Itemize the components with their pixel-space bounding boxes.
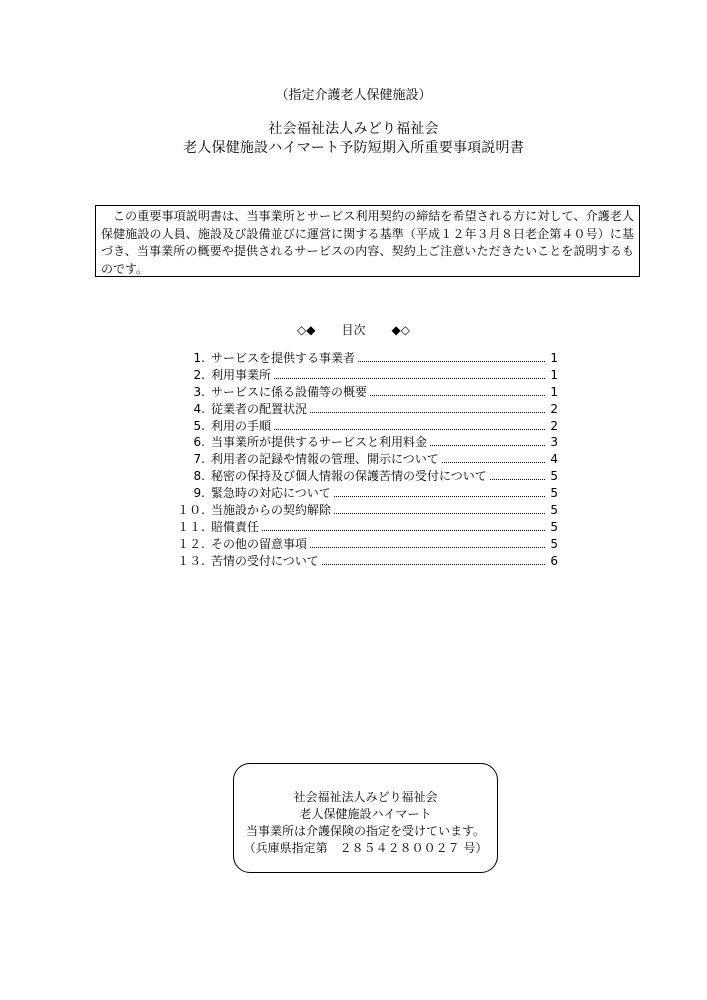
toc-item-page: 2 xyxy=(550,418,558,433)
toc-item-number: １１. xyxy=(177,519,205,534)
toc-item-label: 従業者の配置状況 xyxy=(211,401,308,416)
toc-item-leader xyxy=(430,445,545,446)
toc-item xyxy=(173,350,558,367)
toc-item-label: 利用の手順 xyxy=(211,418,272,433)
toc-item-leader xyxy=(274,378,545,379)
toc-item-page: 1 xyxy=(550,384,558,399)
toc-item xyxy=(173,434,558,451)
toc-item-page: 4 xyxy=(550,452,558,467)
notice-facility: 老人保健施設ハイマート xyxy=(299,807,432,821)
toc-item-leader xyxy=(370,395,545,396)
toc-item xyxy=(173,468,558,485)
toc-item-page: 5 xyxy=(550,503,558,518)
organization-name: 社会福祉法人みどり福祉会 xyxy=(268,121,439,137)
toc-item-label: 緊急時の対応について xyxy=(211,486,331,501)
toc-item-page: 5 xyxy=(550,519,558,534)
toc-item xyxy=(173,401,558,418)
table-of-contents xyxy=(173,350,558,570)
toc-item-leader xyxy=(442,462,545,463)
toc-item-page: 2 xyxy=(550,401,558,416)
toc-item-page: 1 xyxy=(550,367,558,382)
toc-item-leader xyxy=(262,530,545,531)
toc-heading-right-ornament: ◆◇ xyxy=(391,323,410,337)
toc-item-leader xyxy=(490,479,545,480)
toc-item xyxy=(173,485,558,502)
toc-item xyxy=(173,418,558,435)
toc-item-leader xyxy=(322,564,545,565)
toc-heading xyxy=(0,322,707,338)
notice-designation: 当事業所は介護保険の指定を受けています。 xyxy=(245,824,486,838)
toc-item-leader xyxy=(334,496,545,497)
toc-item-number: 7. xyxy=(193,452,205,467)
toc-item-number: 8. xyxy=(193,469,205,484)
toc-item-page: 5 xyxy=(550,469,558,484)
toc-item xyxy=(173,536,558,553)
toc-item-label: 利用事業所 xyxy=(211,367,272,382)
toc-item-label: 当施設からの契約解除 xyxy=(211,503,332,518)
toc-item xyxy=(173,451,558,468)
toc-item xyxy=(173,367,558,384)
toc-item-page: 3 xyxy=(550,435,558,450)
intro-box xyxy=(95,205,640,277)
toc-item-leader xyxy=(334,513,545,514)
toc-item-number: １２. xyxy=(177,536,205,551)
toc-item-leader xyxy=(310,547,545,548)
toc-item-label: サービスを提供する事業者 xyxy=(211,351,356,365)
toc-item-number: 2. xyxy=(193,367,205,382)
toc-item-page: 5 xyxy=(550,486,558,501)
toc-item-page: 5 xyxy=(550,536,558,551)
toc-item-number: 3. xyxy=(193,384,205,399)
toc-item-number: 4. xyxy=(193,401,205,416)
toc-item-label: 当事業所が提供するサービスと利用料金 xyxy=(211,435,428,450)
toc-item xyxy=(173,553,558,570)
toc-item-label: 苦情の受付について xyxy=(211,553,319,568)
toc-item-page: 1 xyxy=(550,351,558,365)
toc-heading-left-ornament: ◇◆ xyxy=(297,323,316,337)
toc-item-number: １３. xyxy=(177,553,205,568)
designation-notice-box xyxy=(233,763,498,873)
notice-designation-number: （兵庫県指定第 ２８５４２８００２７ 号） xyxy=(243,841,488,855)
intro-text: この重要事項説明書は、当事業所とサービス利用契約の締結を希望される方に対して、介護老人保健施設の人員、施設及び設備並びに運営に関する基準（平成１２年３月８日老企第４０号）に基づき、当事業所の概要や提供されるサービスの内容、契約上ご注意いただきたいことを説明するものです。 xyxy=(101,209,634,276)
toc-item-leader xyxy=(358,361,545,362)
toc-item-label: 秘密の保持及び個人情報の保護苦情の受付について xyxy=(211,469,487,484)
toc-heading-text: 目次 xyxy=(341,323,366,337)
facility-type-label: （指定介護老人保健施設） xyxy=(275,88,432,103)
toc-item-label: 利用者の記録や情報の管理、開示について xyxy=(211,452,439,467)
toc-item-leader xyxy=(310,412,545,413)
toc-item xyxy=(173,384,558,401)
toc-item xyxy=(173,519,558,536)
toc-item-label: その他の留意事項 xyxy=(211,536,308,551)
toc-item-number: 5. xyxy=(193,418,205,433)
notice-organization: 社会福祉法人みどり福祉会 xyxy=(293,790,438,804)
toc-item xyxy=(173,502,558,519)
toc-item-page: 6 xyxy=(550,553,558,568)
toc-item-label: 賠償責任 xyxy=(211,519,260,534)
toc-item-number: 9. xyxy=(193,486,205,501)
toc-item-number: 6. xyxy=(193,435,205,450)
toc-item-number: 1. xyxy=(193,351,205,365)
toc-item-number: １０. xyxy=(177,503,205,518)
document-title: 老人保健施設ハイマート予防短期入所重要事項説明書 xyxy=(183,140,524,156)
toc-item-leader xyxy=(274,429,545,430)
toc-item-label: サービスに係る設備等の概要 xyxy=(211,384,368,399)
